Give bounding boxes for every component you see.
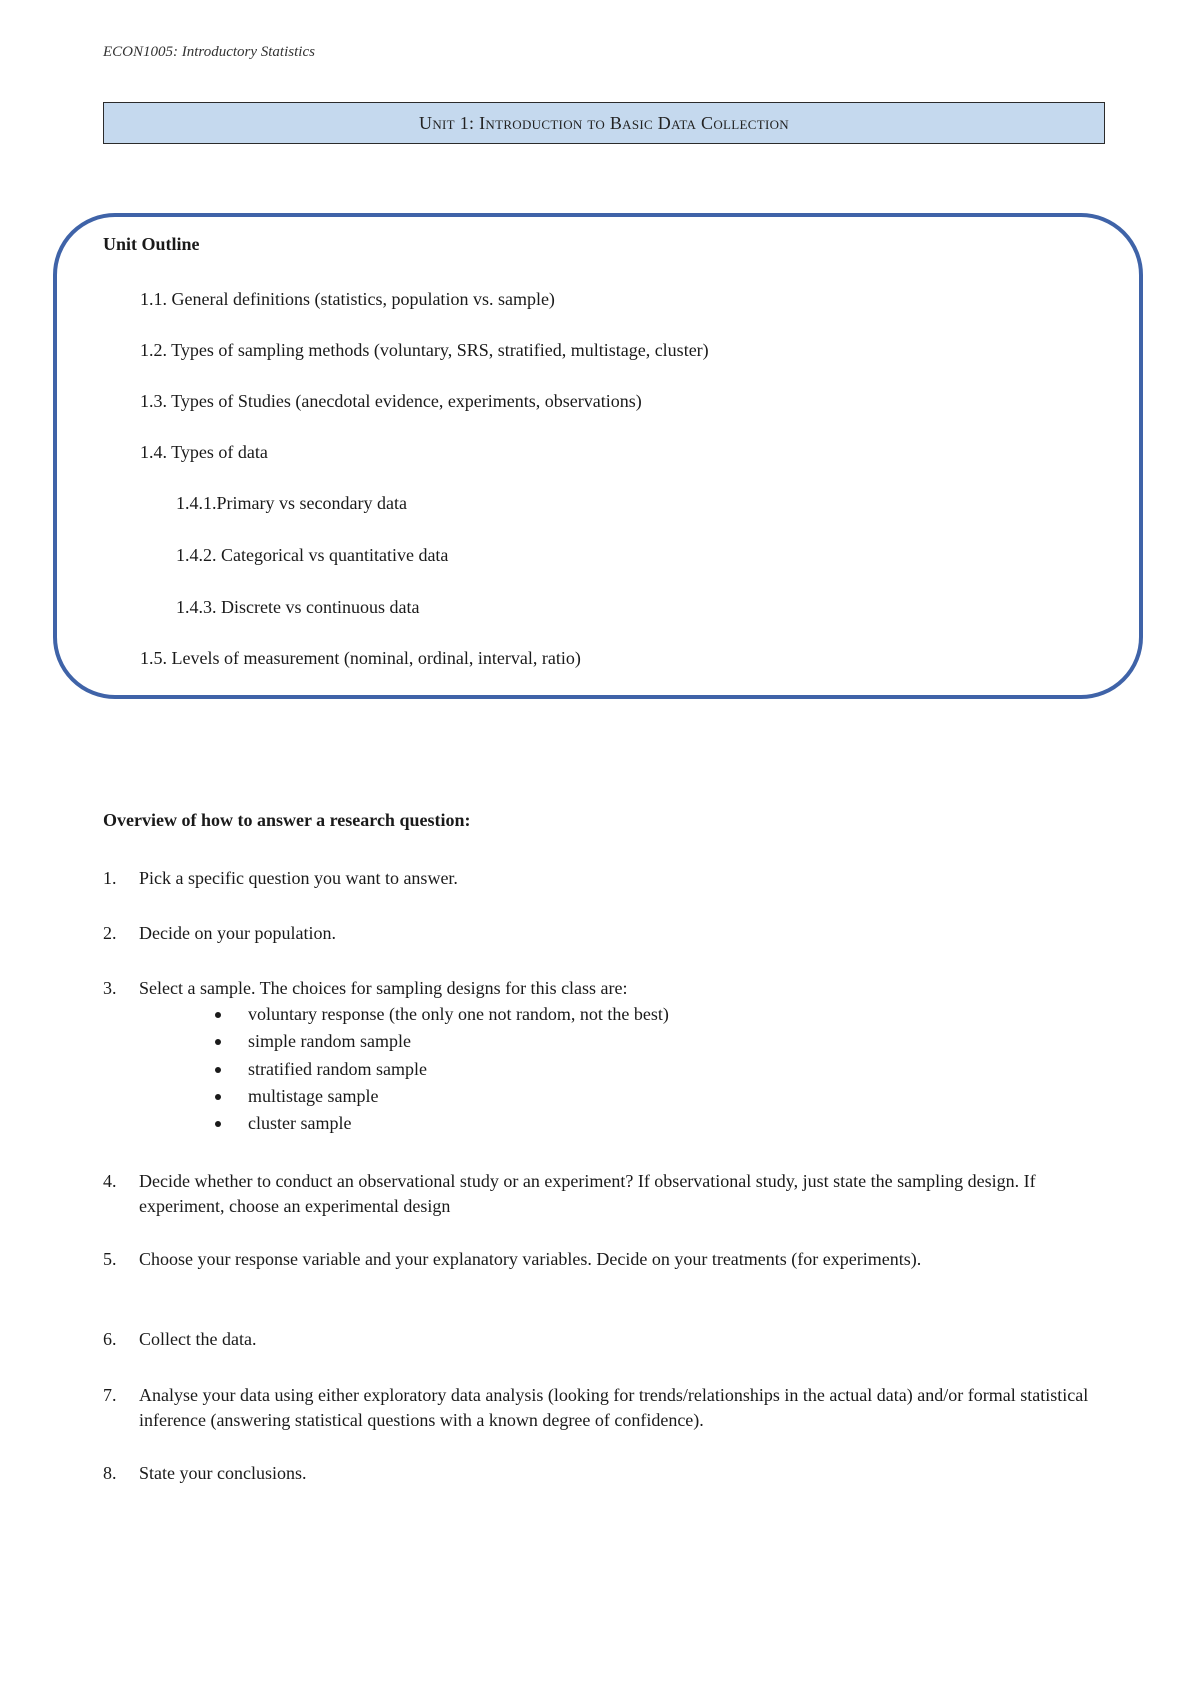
- outline-subitem: 1.4.1.Primary vs secondary data: [176, 493, 407, 513]
- sampling-design-item: simple random sample: [215, 1029, 669, 1056]
- outline-item: 1.4. Types of data: [140, 442, 268, 462]
- bullet-icon: [215, 1039, 221, 1045]
- outline-item: 1.3. Types of Studies (anecdotal evidence, experiments, observations): [140, 391, 642, 411]
- bullet-icon: [215, 1067, 221, 1073]
- sampling-design-item: multistage sample: [215, 1084, 669, 1111]
- sampling-design-list: [215, 1002, 669, 1138]
- outline-item: 1.1. General definitions (statistics, population vs. sample): [140, 289, 555, 309]
- step-text: Decide whether to conduct an observational study or an experiment? If observational study, just state the sampling design. If experiment, choose an experimental design: [139, 1171, 1036, 1216]
- step-text: Select a sample. The choices for sampling designs for this class are:: [139, 978, 628, 998]
- unit-title-box: [103, 102, 1105, 144]
- outline-item: 1.5. Levels of measurement (nominal, ordinal, interval, ratio): [140, 648, 581, 668]
- sampling-design-item: cluster sample: [215, 1111, 669, 1138]
- unit-outline-heading: Unit Outline: [103, 234, 200, 254]
- step-text: State your conclusions.: [139, 1463, 307, 1483]
- step-text: Choose your response variable and your explanatory variables. Decide on your treatments (for experiments).: [139, 1249, 922, 1269]
- outline-subitem: 1.4.2. Categorical vs quantitative data: [176, 545, 449, 565]
- bullet-icon: [215, 1121, 221, 1127]
- overview-heading: Overview of how to answer a research question:: [103, 810, 471, 830]
- step-number: 4.: [103, 1171, 117, 1191]
- step-number: 6.: [103, 1329, 117, 1349]
- step-number: 3.: [103, 978, 117, 998]
- course-header: ECON1005: Introductory Statistics: [103, 44, 315, 60]
- step-text: Decide on your population.: [139, 923, 336, 943]
- sampling-design-item: stratified random sample: [215, 1057, 669, 1084]
- outline-subitem: 1.4.3. Discrete vs continuous data: [176, 597, 420, 617]
- step-number: 1.: [103, 868, 117, 888]
- step-number: 2.: [103, 923, 117, 943]
- bullet-icon: [215, 1012, 221, 1018]
- step-text: Pick a specific question you want to answer.: [139, 868, 458, 888]
- sampling-design-item: voluntary response (the only one not random, not the best): [215, 1002, 669, 1029]
- step-number: 7.: [103, 1385, 117, 1405]
- step-number: 8.: [103, 1463, 117, 1483]
- step-number: 5.: [103, 1249, 117, 1269]
- unit-title: Unit 1: Introduction to Basic Data Collection: [419, 112, 789, 133]
- step-text: Analyse your data using either exploratory data analysis (looking for trends/relationships in the actual data) and/or formal statistical inference (answering statistical questions with a known degree of confidence).: [139, 1385, 1089, 1430]
- bullet-icon: [215, 1094, 221, 1100]
- step-text: Collect the data.: [139, 1329, 257, 1349]
- outline-item: 1.2. Types of sampling methods (voluntary, SRS, stratified, multistage, cluster): [140, 340, 709, 360]
